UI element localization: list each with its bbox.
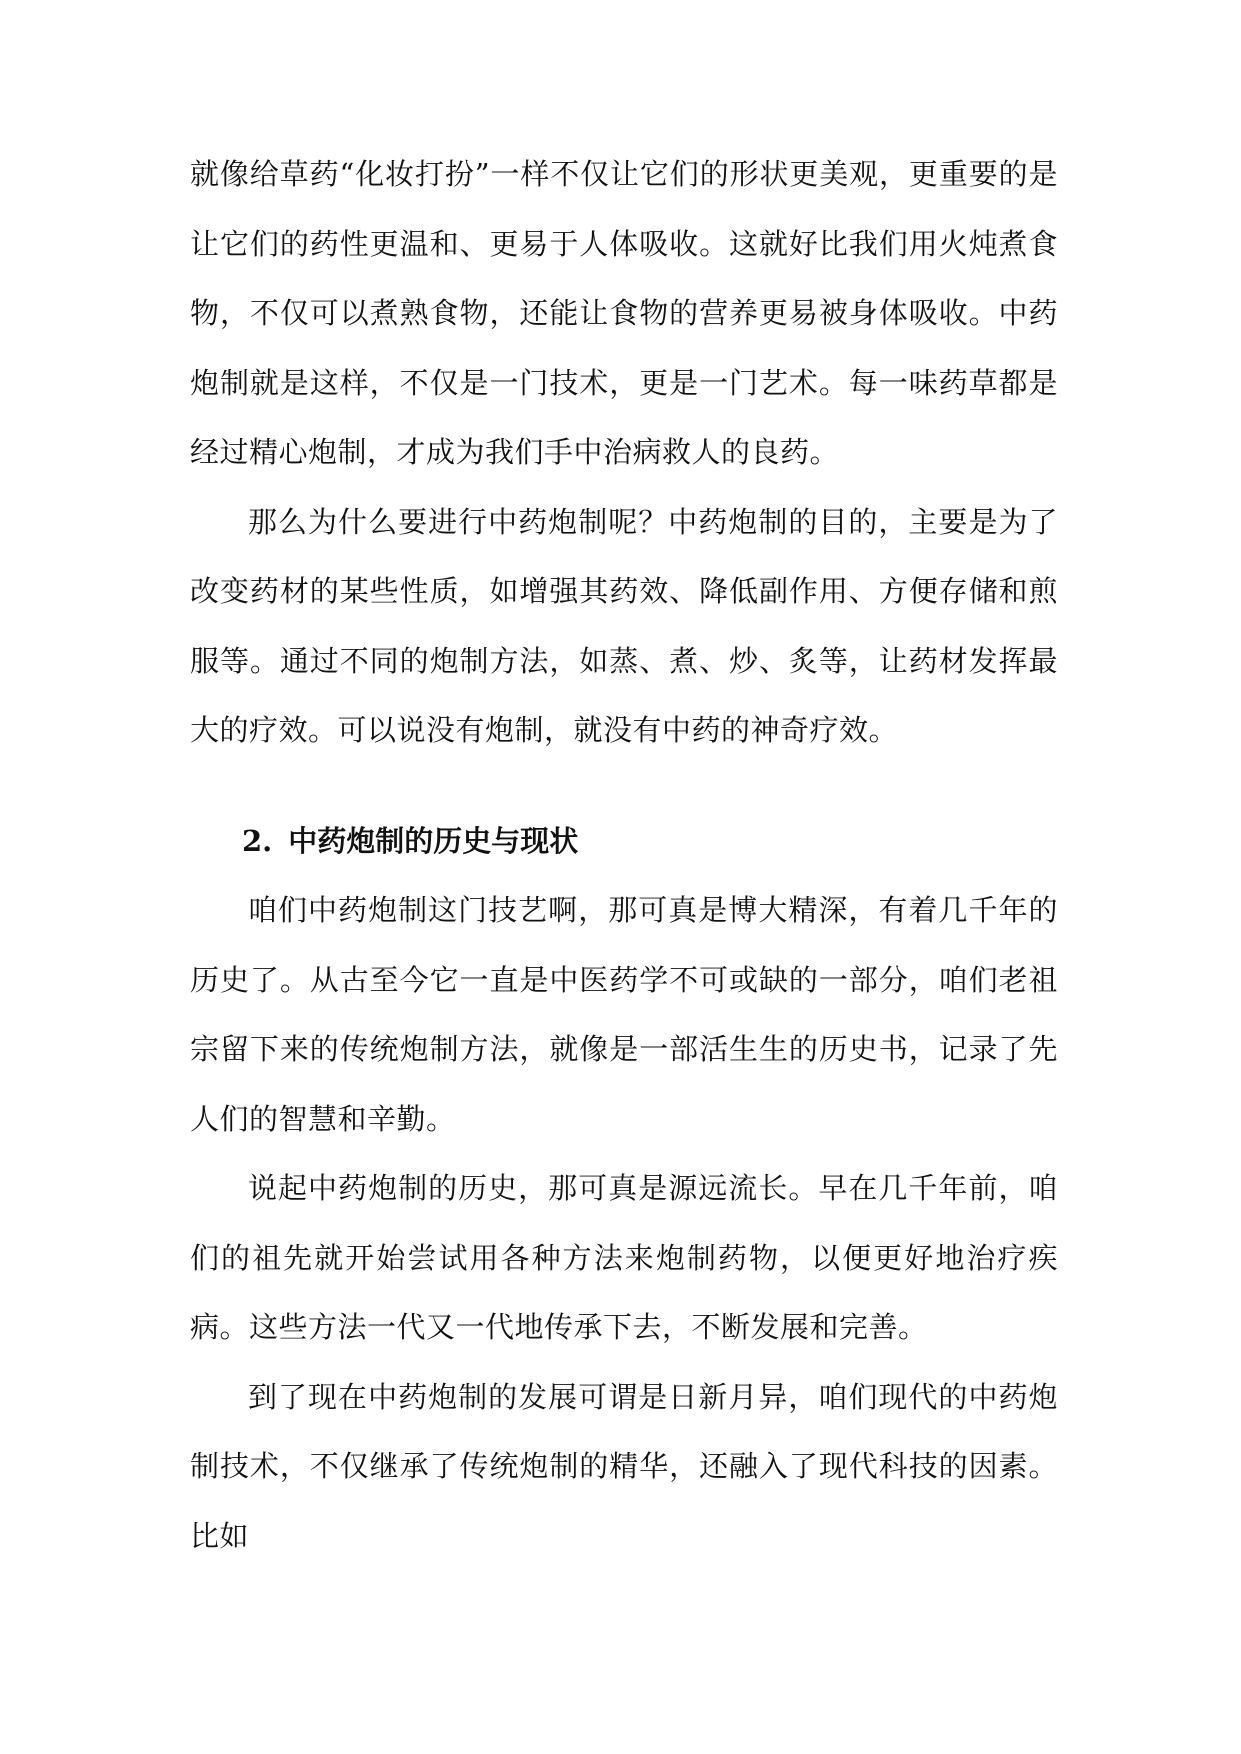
section-title: 中药炮制的历史与现状 xyxy=(288,823,579,858)
paragraph-purpose: 那么为什么要进行中药炮制呢？中药炮制的目的，主要是为了改变药材的某些性质，如增强其药效、降低副作用、方便存储和煎服等。通过不同的炮制方法，如蒸、煮、炒、炙等，让药材发挥最大的疗效。可以说没有炮制，就没有中药的神奇疗效。 xyxy=(190,504,1058,747)
page-content xyxy=(190,140,1058,1571)
paragraph-history-intro: 咱们中药炮制这门技艺啊，那可真是博大精深，有着几千年的历史了。从古至今它一直是中医药学不可或缺的一部分，咱们老祖宗留下来的传统炮制方法，就像是一部活生生的历史书，记录了先人们的智慧和辛勤。 xyxy=(190,893,1058,1136)
paragraph-present-status: 到了现在中药炮制的发展可谓是日新月异，咱们现代的中药炮制技术，不仅继承了传统炮制的精华，还融入了现代科技的因素。比如 xyxy=(190,1379,1058,1553)
paragraph-history-origin: 说起中药炮制的历史，那可真是源远流长。早在几千年前，咱们的祖先就开始尝试用各种方法来炮制药物，以便更好地治疗疾病。这些方法一代又一代地传承下去，不断发展和完善。 xyxy=(190,1171,1058,1344)
paragraph-continuation: 就像给草药“化妆打扮”一样不仅让它们的形状更美观，更重要的是让它们的药性更温和、更易于人体吸收。这就好比我们用火炖煮食物，不仅可以煮熟食物，还能让食物的营养更易被身体吸收。中药炮制就是这样，不仅是一门技术，更是一门艺术。每一味药草都是经过精心炮制，才成为我们手中治病救人的良药。 xyxy=(190,157,1058,469)
section-number: 2. xyxy=(242,823,273,858)
section-heading xyxy=(190,807,1058,877)
